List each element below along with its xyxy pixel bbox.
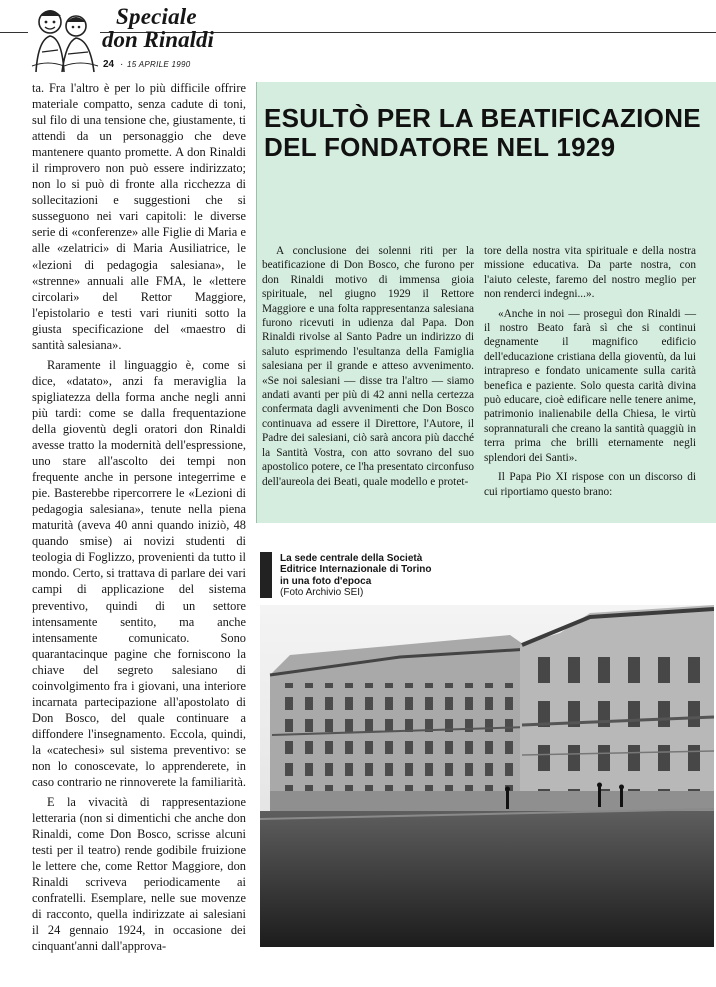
section-title-line2: don Rinaldi (102, 27, 214, 52)
left-article-column (32, 80, 246, 959)
left-paragraph: E la vivacità di rappresentazione letteraria (non si dimentichi che anche don Rinaldi, come Don Bosco, scrisse alcuni testi per il teatro) rende godibile fruizione le lettere che, come Rettor Maggiore, don Rinaldi scriveva periodicamente ai confratelli. Esemplare, nelle sue movenze di racconto, quella indirizzate ai salesiani il 24 gennaio 1924, in occasione dei cinquant'anni dall'approva- (32, 795, 246, 954)
caption-line: La sede centrale della Società (280, 553, 423, 564)
caption-marker (260, 552, 272, 598)
issue-date: 15 APRILE 1990 (127, 60, 191, 69)
section-title-line1: Speciale (116, 4, 197, 29)
cartoon-logo-icon (28, 4, 100, 74)
sidebar-paragraph: «Anche in noi — proseguì don Rinaldi — il nostro Beato farà sì che si continui degnamente il magnifico edificio dell'educazione cristiana della gioventù, da lui intrapreso e fondato unicamente sulla carità benefica e paziente. Solo questa carità divina può educare, cioè edificare nelle tenere anime, patrimonio inalienabile della Chiesa, le virtù soprannaturali che creano la santità quaggiù in terra prima che brilli eternamente negli splendori dei Santi». (484, 307, 696, 464)
sidebar-paragraph: Il Papa Pio XI rispose con un discorso di cui riportiamo questo brano: (484, 471, 696, 498)
page-number: 24 (103, 59, 115, 70)
sidebar-column-1 (262, 244, 474, 494)
sidebar-paragraph: tore della nostra vita spirituale e della nostra missione educativa. Da parte nostra, con l'aiuto celeste, faremo del nostro meglio per non renderci indegni...». (484, 245, 696, 301)
sidebar-paragraph: A conclusione dei solenni riti per la beatificazione di Don Bosco, che furono per don Rinaldi motivo di immensa gioia spirituale, nel giugno 1929 il Rettore Maggiore e una folta rappresentanza salesiana furono ricevuti in udienza dal Papa. Don Rinaldi rivolse al Santo Padre un indirizzo di saluto esprimendo l'esultanza della Famiglia salesiana per il grande e atteso avvenimento. «Se noi salesiani — disse tra l'altro — siamo andati avanti per più di 42 anni nella certezza confermata dagli avvenimenti che Don Bosco continuava ad essere il Direttore, l'Autore, il Padre dei salesiani, ciò sarà ancora più dacché la Santità Vostra, con atto sovrano del suo apostolico potere, ce l'ha presentato circonfuso dell'aureola dei Beati, quale modello e protet- (262, 245, 474, 488)
photo-caption (280, 553, 490, 599)
left-paragraph: ta. Fra l'altro è per lo più difficile offrire materiale compatto, senza cadute di toni, sul filo di una tensione che, giustamente, ti attendi da un personaggio che deve mantenere quanto promette. A don Rinaldi il rimprovero non può essere indirizzato; non lo si può di fronte alla ricchezza di sollecitazioni e suggestioni che si susseguono nei vari capitoli: le diverse serie di «conferenze» alle Figlie di Maria e alle «zelatrici» di Maria Ausiliatrice, le «lezioni di pedagogia salesiana», le «strenne» annuali alle FMA, le «lettere circolari» del Rettor Maggiore, l'epistolario e testi vari riuniti sotto la giusta specificazione del «maestro di santità salesiana». (32, 81, 246, 352)
caption-line: in una foto d'epoca (280, 575, 372, 587)
building-photo (260, 605, 714, 947)
sidebar-headline: ESULTÒ PER LA BEATIFICAZIONE DEL FONDATORE NEL 1929 (264, 103, 701, 162)
photo-credit: (Foto Archivio SEI) (280, 587, 364, 599)
header-separator: · (120, 59, 124, 70)
left-paragraph: Raramente il linguaggio è, come si dice, «datato», anzi fa meraviglia la spigliatezza della forma anche negli anni più tardi: come se dalla frequentazione della gioventù degli oratori don Rinaldi avesse tratto la modernità dell'espressione, uno stare all'ascolto dei tempi non frequente anche in persone integerrime e pie. Basterebbe ripercorrere le «Lezioni di pedagogia salesiana», tenute nella piena maturità (aveva 40 anni quando iniziò, 48 quando smise) ai novizi studenti di teologia di Foglizzo, provenienti da tutto il mondo. Certo, si trattava di parlare dei vari campi di applicazione del sistema preventivo, quindi di un settore intensamente sentito, ma anche intensamente comunicato. Sono quarantacinque pagine che forniscono la chiave del segreto salesiano di coinvolgimento fra i giovani, una interiore incarnata partecipazione all'apostolato di Don Bosco, del quale continuare a diffondere l'insegnamento. Eccola, quindi, la «catechesi» sul sistema preventivo: se non lo conoscevate, lo apprenderete, in caso contrario ne rinnoverete la familiarità. (32, 357, 246, 790)
sidebar-column-2 (484, 244, 696, 504)
caption-line: Editrice Internazionale di Torino (280, 564, 432, 576)
